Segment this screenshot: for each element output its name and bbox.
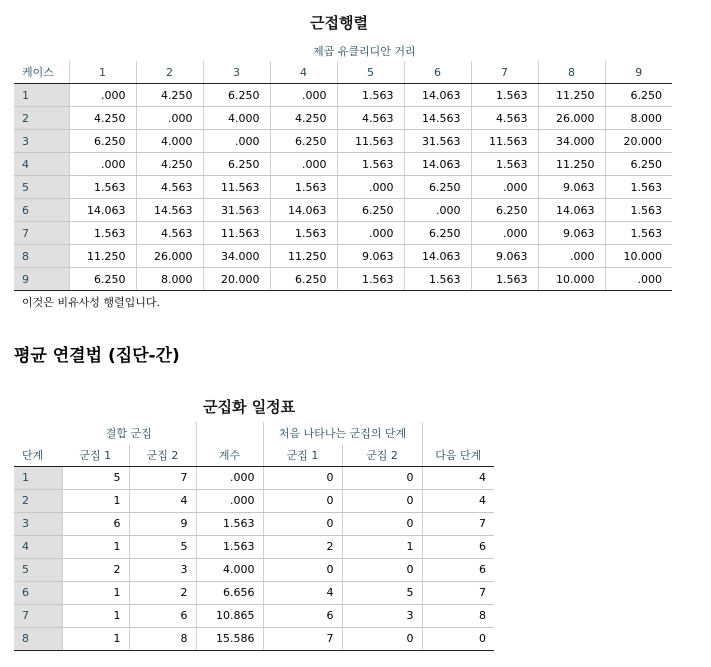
table-cell: 6 — [263, 604, 342, 627]
table-cell: 1.563 — [605, 176, 672, 199]
table-cell: 1.563 — [605, 222, 672, 245]
table-cell: 2 — [129, 581, 196, 604]
table-cell: 4.000 — [203, 107, 270, 130]
table-cell: 1 — [62, 489, 129, 512]
table-cell: 26.000 — [538, 107, 605, 130]
row-label: 6 — [14, 199, 69, 222]
table-cell: 1.563 — [337, 268, 404, 291]
table-cell: 2 — [62, 558, 129, 581]
table-cell: .000 — [538, 245, 605, 268]
table-cell: 6.250 — [203, 84, 270, 107]
table-cell: 9.063 — [538, 222, 605, 245]
section-title: 평균 연결법 (집단-간) — [14, 346, 180, 366]
schedule-row — [14, 535, 494, 558]
row-label: 1 — [14, 84, 69, 107]
row-label: 6 — [14, 581, 62, 604]
table-cell: .000 — [471, 176, 538, 199]
table-cell: 1.563 — [337, 84, 404, 107]
table-cell: 1.563 — [69, 222, 136, 245]
table-cell: .000 — [270, 84, 337, 107]
column-header: 8 — [538, 61, 605, 84]
table-cell: .000 — [404, 199, 471, 222]
row-label: 2 — [14, 489, 62, 512]
table-cell: 14.563 — [136, 199, 203, 222]
matrix-footnote: 이것은 비유사성 행렬입니다. — [22, 296, 161, 309]
table-cell: 0 — [422, 627, 494, 650]
table-cell: 31.563 — [203, 199, 270, 222]
table-cell: 6 — [422, 535, 494, 558]
matrix-row — [14, 107, 672, 130]
table-cell: 1.563 — [69, 176, 136, 199]
table-cell: 6.250 — [471, 199, 538, 222]
group-header-spacer — [422, 422, 494, 444]
table-cell: 4.000 — [136, 130, 203, 153]
schedule-group-header-row — [14, 422, 494, 444]
row-label: 4 — [14, 153, 69, 176]
schedule-row — [14, 489, 494, 512]
table-cell: 6.250 — [203, 153, 270, 176]
matrix-row — [14, 222, 672, 245]
table-cell: 4 — [129, 489, 196, 512]
table-cell: 10.000 — [605, 245, 672, 268]
table-cell: 31.563 — [404, 130, 471, 153]
table-cell: .000 — [69, 153, 136, 176]
column-header: 3 — [203, 61, 270, 84]
table-cell: 11.563 — [203, 222, 270, 245]
table-cell: 1.563 — [605, 199, 672, 222]
table-cell: 0 — [342, 558, 422, 581]
table-cell: 4.250 — [136, 84, 203, 107]
table-cell: 6.250 — [69, 130, 136, 153]
stage-column-header: 단계 — [14, 444, 62, 466]
schedule-header-row — [14, 444, 494, 466]
table-cell: 2 — [263, 535, 342, 558]
schedule-row — [14, 627, 494, 650]
table-cell: .000 — [270, 153, 337, 176]
table-cell: 6.250 — [270, 268, 337, 291]
table-cell: 1.563 — [471, 268, 538, 291]
table-cell: 6 — [129, 604, 196, 627]
table-cell: .000 — [69, 84, 136, 107]
row-label: 5 — [14, 558, 62, 581]
table-cell: 9.063 — [538, 176, 605, 199]
table-cell: 6.250 — [605, 84, 672, 107]
table-cell: 4.250 — [270, 107, 337, 130]
table-cell: .000 — [203, 130, 270, 153]
table-cell: .000 — [605, 268, 672, 291]
table-cell: 1 — [62, 581, 129, 604]
table-cell: 1.563 — [270, 222, 337, 245]
group-header-spacer — [14, 422, 62, 444]
matrix-row — [14, 199, 672, 222]
table-cell: 4.250 — [69, 107, 136, 130]
table-cell: .000 — [337, 176, 404, 199]
table-cell: 1.563 — [196, 512, 263, 535]
schedule-row — [14, 581, 494, 604]
column-header: 군집 2 — [129, 444, 196, 466]
table-cell: 1 — [62, 604, 129, 627]
table-cell: 11.250 — [69, 245, 136, 268]
table-cell: 4.250 — [136, 153, 203, 176]
matrix-row — [14, 245, 672, 268]
table-cell: 14.063 — [69, 199, 136, 222]
table-cell: 0 — [342, 466, 422, 489]
table-cell: 1.563 — [471, 153, 538, 176]
proximity-matrix-title: 근접행렬 — [310, 14, 368, 32]
column-header: 7 — [471, 61, 538, 84]
table-cell: 4 — [263, 581, 342, 604]
table-cell: 10.865 — [196, 604, 263, 627]
column-header: 4 — [270, 61, 337, 84]
schedule-row — [14, 512, 494, 535]
table-cell: 6.250 — [69, 268, 136, 291]
table-cell: 4 — [422, 466, 494, 489]
table-cell: 6.250 — [605, 153, 672, 176]
table-cell: 4.563 — [337, 107, 404, 130]
agglomeration-schedule-table — [14, 422, 494, 651]
table-cell: 6.656 — [196, 581, 263, 604]
table-cell: .000 — [196, 489, 263, 512]
matrix-row — [14, 153, 672, 176]
matrix-row — [14, 130, 672, 153]
row-label: 3 — [14, 130, 69, 153]
table-cell: 0 — [342, 489, 422, 512]
table-cell: 7 — [422, 512, 494, 535]
table-cell: 9.063 — [337, 245, 404, 268]
schedule-row — [14, 558, 494, 581]
table-cell: 15.586 — [196, 627, 263, 650]
table-cell: 3 — [342, 604, 422, 627]
table-cell: 5 — [129, 535, 196, 558]
table-cell: 0 — [342, 512, 422, 535]
table-cell: 1 — [62, 535, 129, 558]
table-cell: 6.250 — [404, 222, 471, 245]
table-cell: 1.563 — [471, 84, 538, 107]
matrix-header-row — [14, 61, 672, 84]
column-header: 다음 단계 — [422, 444, 494, 466]
table-cell: 3 — [129, 558, 196, 581]
table-cell: 14.563 — [404, 107, 471, 130]
row-label: 8 — [14, 627, 62, 650]
row-label: 1 — [14, 466, 62, 489]
column-header: 6 — [404, 61, 471, 84]
table-cell: 0 — [342, 627, 422, 650]
table-cell: 4.563 — [136, 176, 203, 199]
table-cell: 8.000 — [605, 107, 672, 130]
column-header: 계수 — [196, 444, 263, 466]
table-cell: 4 — [422, 489, 494, 512]
proximity-matrix-table — [14, 61, 672, 291]
row-label: 9 — [14, 268, 69, 291]
case-column-header: 케이스 — [14, 61, 69, 84]
table-cell: 9.063 — [471, 245, 538, 268]
table-cell: 7 — [129, 466, 196, 489]
table-cell: 11.563 — [471, 130, 538, 153]
table-cell: .000 — [196, 466, 263, 489]
column-header: 5 — [337, 61, 404, 84]
table-cell: .000 — [337, 222, 404, 245]
table-cell: 6 — [422, 558, 494, 581]
table-cell: 11.250 — [538, 84, 605, 107]
row-label: 5 — [14, 176, 69, 199]
table-cell: .000 — [136, 107, 203, 130]
table-cell: 11.563 — [203, 176, 270, 199]
row-label: 3 — [14, 512, 62, 535]
table-cell: 1 — [62, 627, 129, 650]
table-cell: 5 — [62, 466, 129, 489]
table-cell: 4.000 — [196, 558, 263, 581]
schedule-row — [14, 466, 494, 489]
table-cell: 7 — [263, 627, 342, 650]
table-cell: 14.063 — [270, 199, 337, 222]
table-cell: 0 — [263, 466, 342, 489]
schedule-row — [14, 604, 494, 627]
table-cell: 8.000 — [136, 268, 203, 291]
table-cell: 6.250 — [270, 130, 337, 153]
table-cell: 20.000 — [605, 130, 672, 153]
table-cell: 8 — [422, 604, 494, 627]
table-cell: 0 — [263, 512, 342, 535]
table-cell: 1.563 — [337, 153, 404, 176]
column-header: 군집 2 — [342, 444, 422, 466]
table-cell: 6.250 — [404, 176, 471, 199]
column-header: 2 — [136, 61, 203, 84]
table-cell: 8 — [129, 627, 196, 650]
agglomeration-schedule-title: 군집화 일정표 — [203, 398, 296, 416]
table-cell: 14.063 — [538, 199, 605, 222]
table-cell: 26.000 — [136, 245, 203, 268]
table-cell: 1.563 — [404, 268, 471, 291]
matrix-row — [14, 268, 672, 291]
combined-clusters-header: 결합 군집 — [105, 427, 152, 440]
matrix-row — [14, 176, 672, 199]
column-header: 군집 1 — [62, 444, 129, 466]
table-cell: .000 — [471, 222, 538, 245]
table-cell: 4.563 — [136, 222, 203, 245]
table-cell: 14.063 — [404, 153, 471, 176]
row-label: 2 — [14, 107, 69, 130]
table-cell: 1.563 — [270, 176, 337, 199]
table-cell: 14.063 — [404, 84, 471, 107]
group-header-spacer — [196, 422, 263, 444]
matrix-row — [14, 84, 672, 107]
first-appearance-header: 처음 나타나는 군집의 단계 — [263, 422, 422, 444]
table-cell: 9 — [129, 512, 196, 535]
column-header: 군집 1 — [263, 444, 342, 466]
table-cell: 11.250 — [270, 245, 337, 268]
table-cell: 11.250 — [538, 153, 605, 176]
table-cell: 0 — [263, 489, 342, 512]
distance-measure-label: 제곱 유클리디안 거리 — [313, 45, 416, 58]
table-cell: 6 — [62, 512, 129, 535]
table-cell: 14.063 — [404, 245, 471, 268]
column-header: 1 — [69, 61, 136, 84]
table-cell: 1 — [342, 535, 422, 558]
column-header: 9 — [605, 61, 672, 84]
row-label: 7 — [14, 604, 62, 627]
table-cell: 11.563 — [337, 130, 404, 153]
row-label: 8 — [14, 245, 69, 268]
table-cell: 34.000 — [538, 130, 605, 153]
table-cell: 10.000 — [538, 268, 605, 291]
table-cell: 1.563 — [196, 535, 263, 558]
row-label: 7 — [14, 222, 69, 245]
table-cell: 7 — [422, 581, 494, 604]
row-label: 4 — [14, 535, 62, 558]
table-cell: 20.000 — [203, 268, 270, 291]
table-cell: 34.000 — [203, 245, 270, 268]
table-cell: 4.563 — [471, 107, 538, 130]
table-cell: 0 — [263, 558, 342, 581]
table-cell: 6.250 — [337, 199, 404, 222]
table-cell: 5 — [342, 581, 422, 604]
